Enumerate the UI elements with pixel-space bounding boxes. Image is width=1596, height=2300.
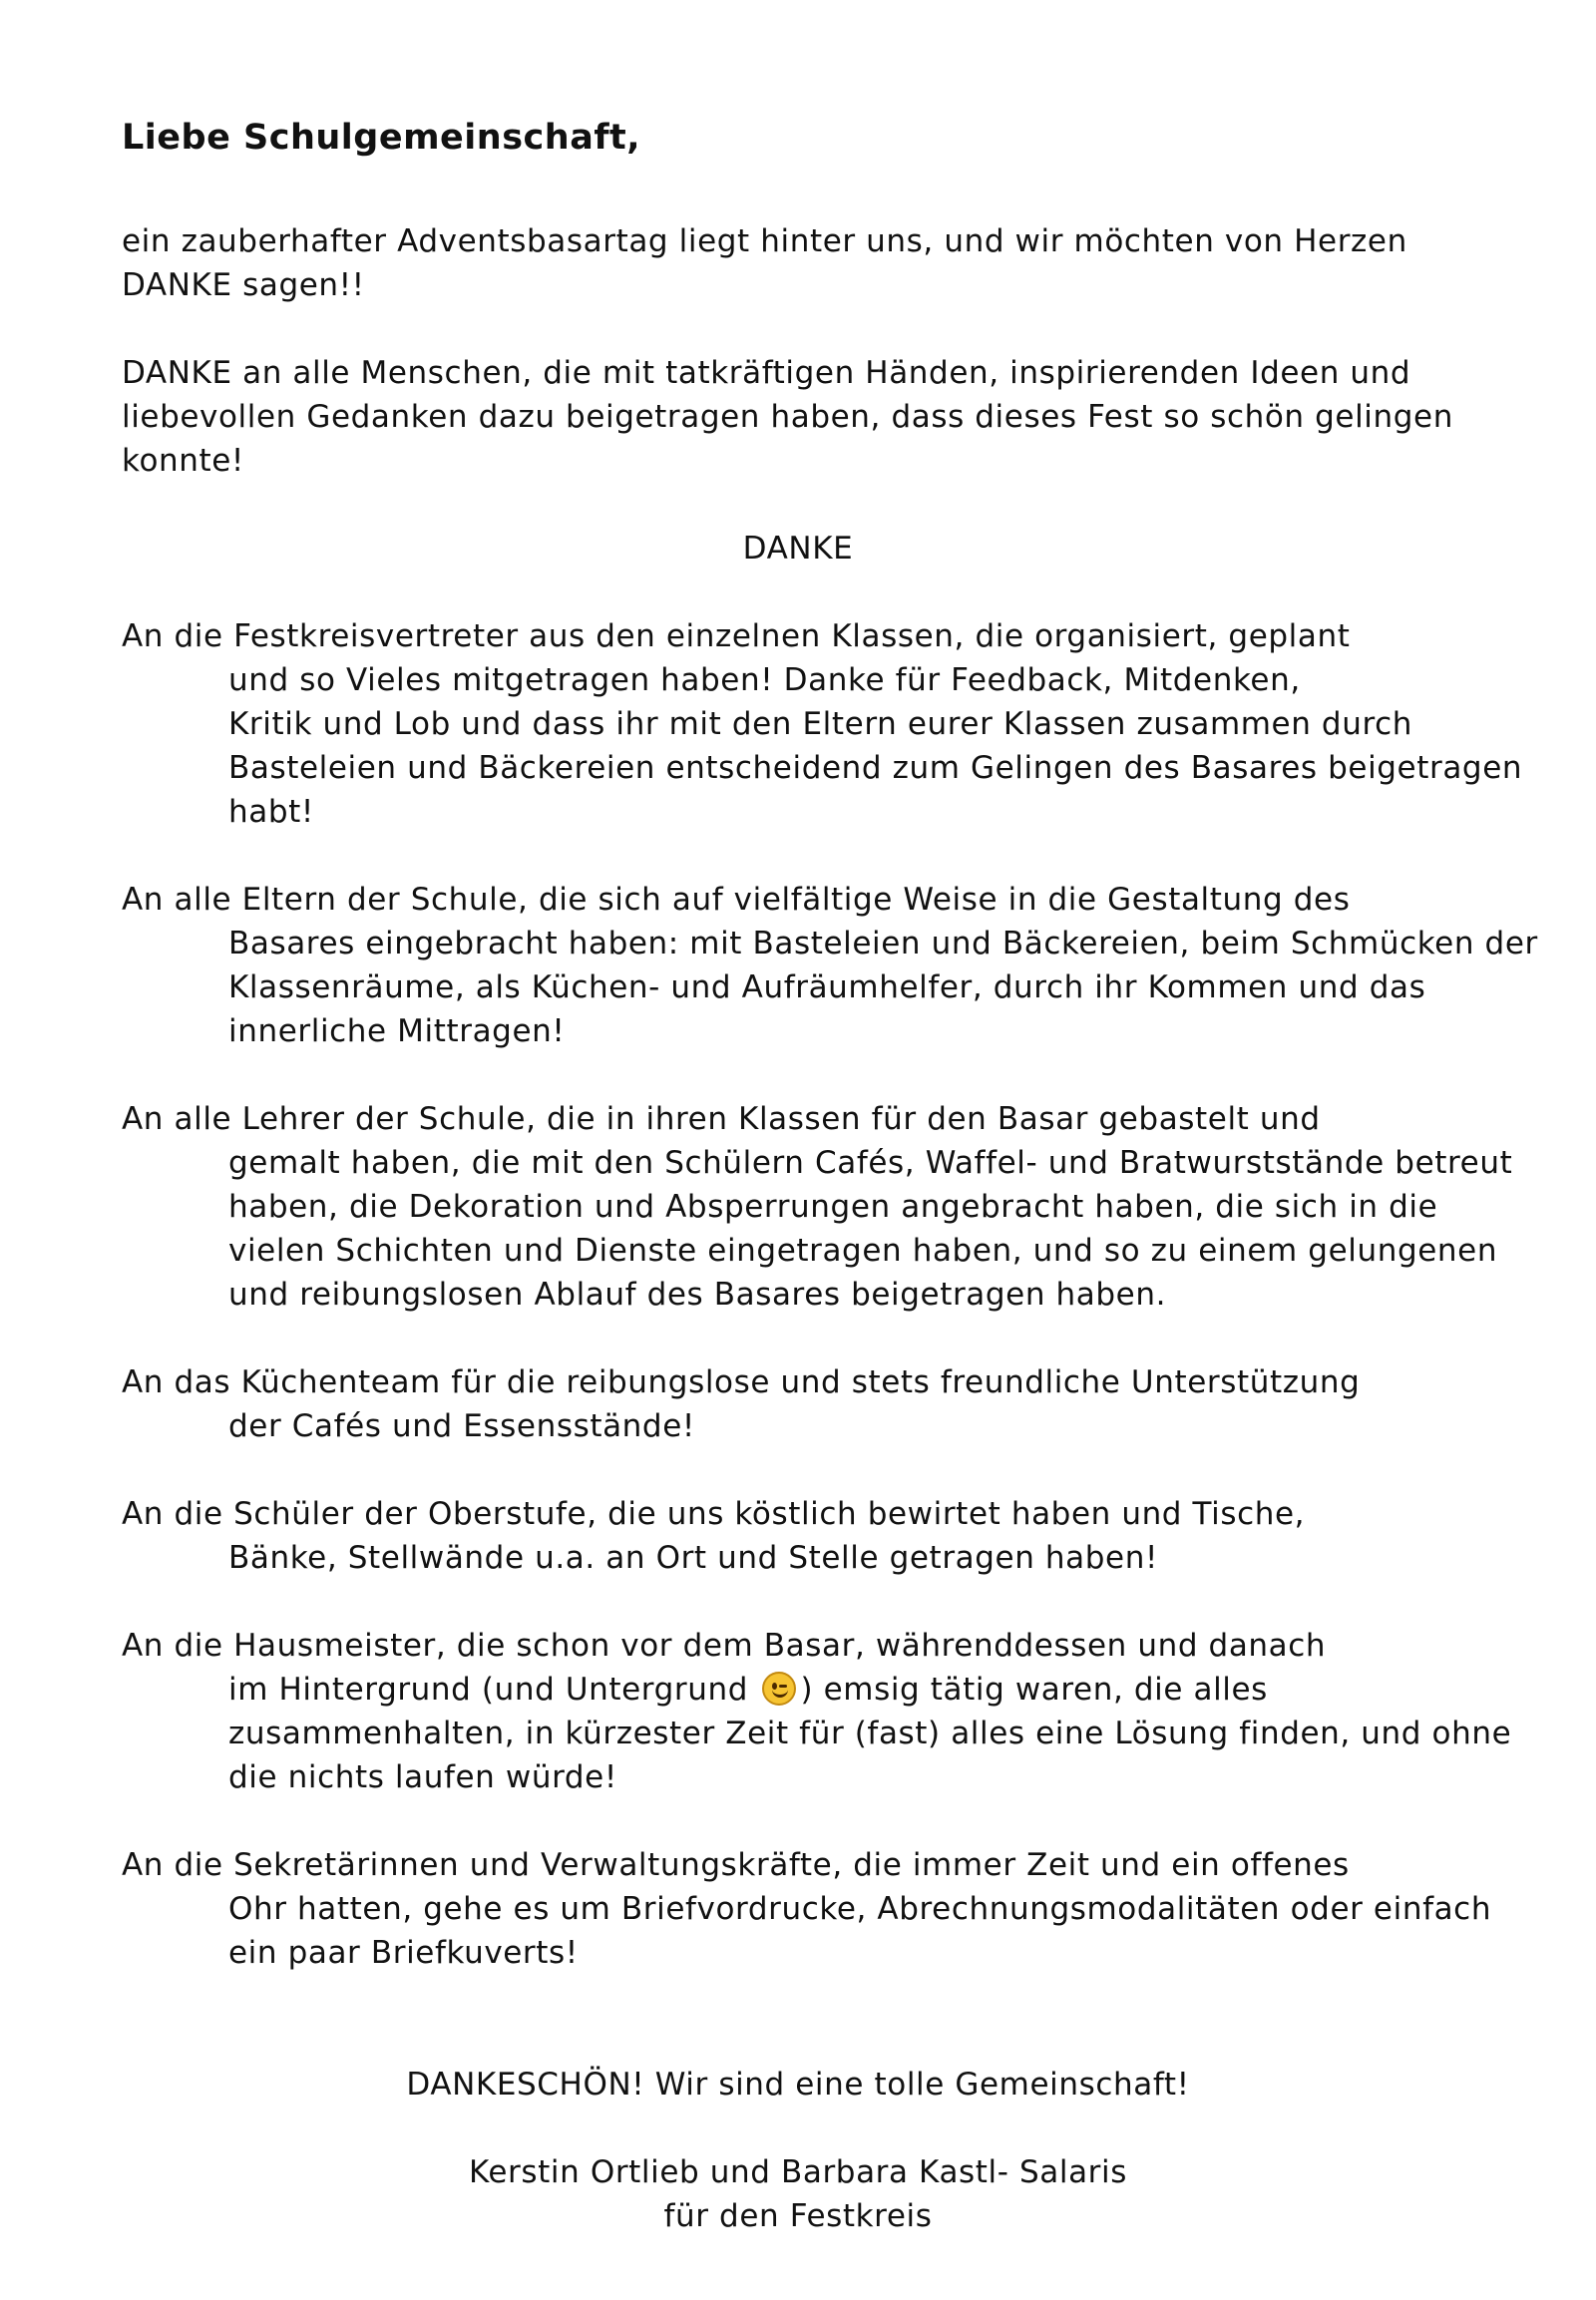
section-line: der Cafés und Essensstände! <box>228 1408 695 1444</box>
section-line: ein paar Briefkuverts! <box>228 1935 579 1971</box>
section-sekretaerinnen <box>122 1843 1518 1975</box>
section-line: und reibungslosen Ablauf des Basares beigetragen haben. <box>228 1277 1167 1313</box>
thanks-all-line: DANKE an alle Menschen, die mit tatkräftigen Händen, inspirierenden Ideen und <box>122 355 1411 391</box>
section-kuechenteam <box>122 1360 1518 1448</box>
thanks-all-line: liebevollen Gedanken dazu beigetragen haben, dass dieses Fest so schön gelingen <box>122 399 1453 435</box>
section-first-line: An die Schüler der Oberstufe, die uns köstlich bewirtet haben und Tische, <box>122 1496 1306 1532</box>
section-first-line: An die Sekretärinnen und Verwaltungskräfte, die immer Zeit und ein offenes <box>122 1847 1350 1883</box>
section-line-part: ) emsig tätig waren, die alles <box>800 1672 1268 1708</box>
section-first-line: An die Festkreisvertreter aus den einzelnen Klassen, die organisiert, geplant <box>122 618 1351 654</box>
section-line: Basteleien und Bäckereien entscheidend zum Gelingen des Basares beigetragen <box>228 750 1523 786</box>
section-line: gemalt haben, die mit den Schülern Cafés, Waffel- und Bratwurststände betreut <box>228 1145 1513 1181</box>
section-hausmeister <box>122 1624 1518 1799</box>
section-oberstufe <box>122 1492 1518 1580</box>
section-line: habt! <box>228 794 314 830</box>
section-first-line: An das Küchenteam für die reibungslose und stets freundliche Unterstützung <box>122 1364 1361 1400</box>
greeting: Liebe Schulgemeinschaft, <box>122 118 641 158</box>
section-line: Klassenräume, als Küchen- und Aufräumhelfer, durch ihr Kommen und das <box>228 969 1426 1005</box>
thanks-all-paragraph <box>122 351 1518 483</box>
intro-line: ein zauberhafter Adventsbasartag liegt hinter uns, und wir möchten von Herzen <box>122 223 1407 259</box>
section-first-line: An alle Lehrer der Schule, die in ihren Klassen für den Basar gebastelt und <box>122 1101 1321 1137</box>
section-line: Basares eingebracht haben: mit Basteleien und Bäckereien, beim Schmücken der <box>228 926 1538 961</box>
section-first-line: An die Hausmeister, die schon vor dem Basar, währenddessen und danach <box>122 1628 1327 1664</box>
section-line: innerliche Mittragen! <box>228 1013 566 1049</box>
section-line: die nichts laufen würde! <box>228 1759 617 1795</box>
intro-paragraph <box>122 219 1518 307</box>
danke-heading: DANKE <box>742 531 854 567</box>
intro-line: DANKE sagen!! <box>122 267 365 303</box>
section-line: Ohr hatten, gehe es um Briefvordrucke, Abrechnungsmodalitäten oder einfach <box>228 1891 1492 1927</box>
section-line-with-emoji <box>122 1668 1518 1712</box>
signature-group: für den Festkreis <box>663 2198 933 2234</box>
section-line: und so Vieles mitgetragen haben! Danke für Feedback, Mitdenken, <box>228 662 1301 698</box>
section-eltern <box>122 878 1538 1053</box>
closing-line: DANKESCHÖN! Wir sind eine tolle Gemeinschaft! <box>406 2067 1190 2103</box>
section-line: Bänke, Stellwände u.a. an Ort und Stelle getragen haben! <box>228 1540 1158 1576</box>
section-line: vielen Schichten und Dienste eingetragen haben, und so zu einem gelungenen <box>228 1233 1498 1269</box>
section-line-part: im Hintergrund (und Untergrund <box>228 1672 748 1708</box>
thanks-all-line: konnte! <box>122 443 244 479</box>
winking-face-icon <box>762 1672 796 1706</box>
section-line: haben, die Dekoration und Absperrungen angebracht haben, die sich in die <box>228 1189 1438 1225</box>
section-first-line: An alle Eltern der Schule, die sich auf vielfältige Weise in die Gestaltung des <box>122 882 1351 918</box>
section-line: Kritik und Lob und dass ihr mit den Eltern eurer Klassen zusammen durch <box>228 706 1413 742</box>
section-festkreis <box>122 614 1523 834</box>
section-lehrer <box>122 1097 1518 1317</box>
signature-names: Kerstin Ortlieb und Barbara Kastl- Salaris <box>469 2154 1127 2190</box>
section-line: zusammenhalten, in kürzester Zeit für (fast) alles eine Lösung finden, und ohne <box>228 1716 1512 1751</box>
